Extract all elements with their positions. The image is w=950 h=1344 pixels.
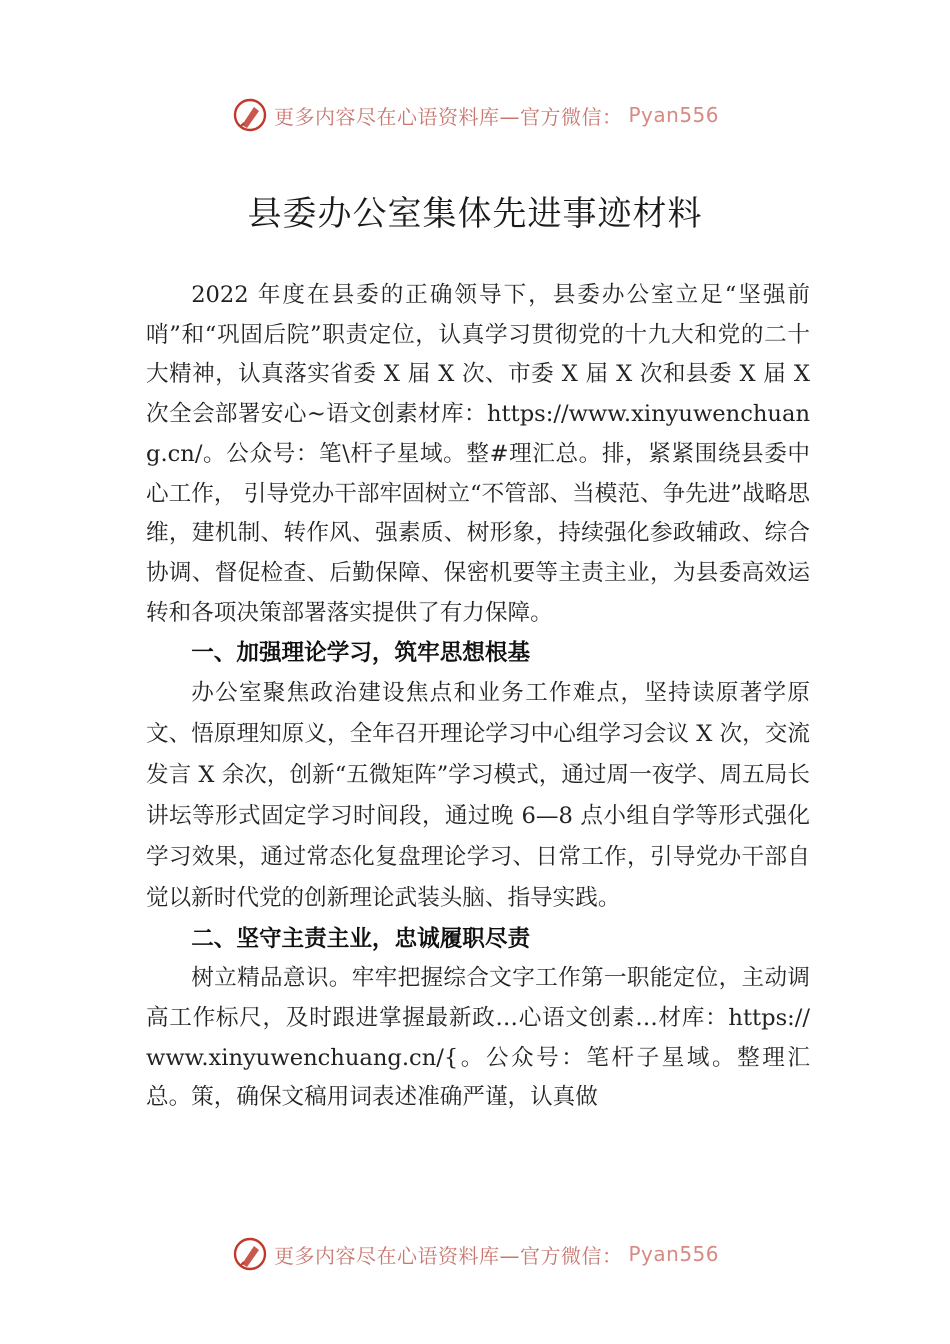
wechat-id: Pyan556	[628, 1242, 720, 1266]
pen-nib-icon	[232, 97, 268, 133]
paragraph-study: 办公室聚焦政治建设焦点和业务工作难点，坚持读原著学原文、悟原理知原义，全年召开理论学习中心组学习会议 X 次，交流发言 X 余次，创新“五微矩阵”学习模式，通过周一夜学、周五局长讲坛等形式固定学习时间段，通过晚 6—8 点小组自学等形式强化学习效果，通过常态化复盘理论学习、日常工作，引导党办干部自觉以新时代党的创新理论武装头脑、指导实践。	[146, 680, 810, 912]
document-title: 县委办公室集体先进事迹材料	[247, 194, 703, 234]
watermark-banner-bottom	[232, 1234, 719, 1274]
wechat-id: Pyan556	[628, 103, 720, 127]
paragraph-intro: 2022 年度在县委的正确领导下，县委办公室立足“坚强前哨”和“巩固后院”职责定位，认真学习贯彻党的十九大和党的二十大精神，认真落实省委 X 届 X 次、市委 X 届 X 次和县委 X 届 X 次全会部署安心~语文创素材库：https://www.xinyuwenchuang.cn/。公众号：笔\杆子星域。整#理汇总。排，紧紧围绕县委中心工作， 引导党办干部牢固树立“不管部、当模范、争先进”战略思维，建机制、转作风、强素质、树形象，持续强化参政辅政、综合协调、督促检查、后勤保障、保密机要等主责主业，为县委高效运转和各项决策部署落实提供了有力保障。	[146, 282, 810, 626]
watermark-text: 更多内容尽在心语资料库—官方微信：	[274, 104, 623, 129]
pen-nib-icon	[232, 1236, 268, 1272]
document-body	[146, 276, 810, 1118]
paragraph-duty: 树立精品意识。牢牢把握综合文字工作第一职能定位，主动调高工作标尺，及时跟进掌握最新政…心语文创素…材库：https://www.xinyuwenchuang.cn/{。公众号：笔杆子星域。整理汇总。策，确保文稿用词表述准确严谨，认真做	[146, 965, 810, 1111]
section-heading-2: 二、坚守主责主业，忠诚履职尽责	[191, 926, 531, 953]
watermark-text: 更多内容尽在心语资料库—官方微信：	[274, 1243, 623, 1268]
section-heading-1: 一、加强理论学习，筑牢思想根基	[191, 640, 531, 667]
watermark-banner-top	[232, 95, 719, 135]
